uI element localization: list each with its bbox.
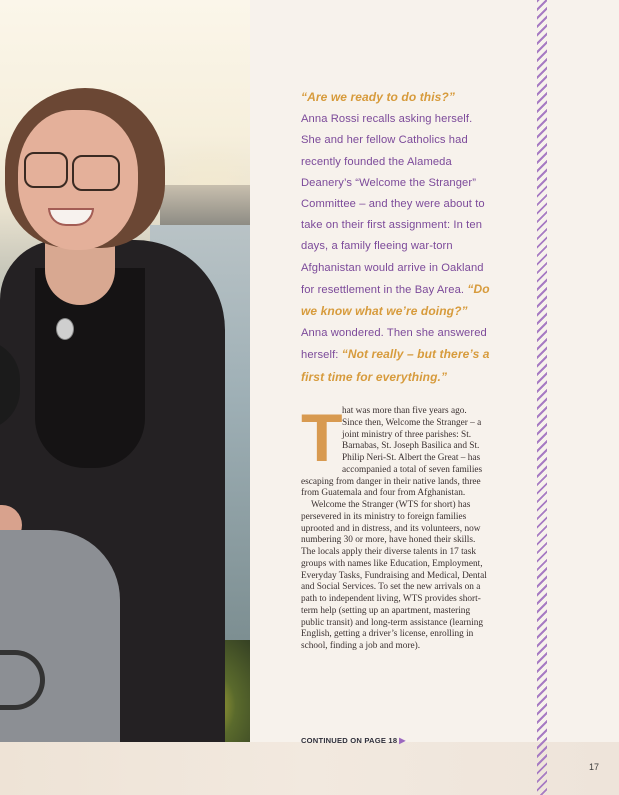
article-body <box>301 400 487 653</box>
man-shirt <box>0 530 120 745</box>
body-paragraph-1: hat was more than five years ago. Since then, Welcome the Stranger – a joint ministry of three parishes: St. Barnabas, St. Joseph Basilica and St. Philip Neri-St. Albert the Great – has accompanied a total of seven families escaping from danger in their native lands, three from Guatemala and four from Afghanistan. <box>301 406 483 499</box>
city-skyline <box>160 185 250 225</box>
intro-text-2: Anna wondered. Then she answered herself: <box>301 327 487 362</box>
photo-anna-rossi <box>0 0 250 745</box>
continue-arrow-icon: ▶ <box>399 736 406 745</box>
quote-ready: “Are we ready to do this?” <box>301 90 455 104</box>
glasses-right-lens <box>72 155 120 191</box>
quote-know: “Do we know what we’re doing?” <box>301 281 490 319</box>
glasses-left-lens <box>24 152 68 188</box>
bottom-blur-band <box>0 742 619 795</box>
pendant <box>56 318 74 340</box>
continued-label: CONTINUED ON PAGE 18 <box>301 736 398 745</box>
body-paragraph-2: Welcome the Stranger (WTS for short) has persevered in its ministry to foreign families uprooted and in distress, and its volunteers, now numbering 30 or more, have honed their skills. The locals apply their diverse talents in 17 task groups with names like Education, Employment, Everyday Tasks, Fundraising and Medical, Dental and Social Services. To set the new arrivals on a path to independent living, WTS provides short-term help (setting up an apartment, mastering public transit) and long-term assistance (learning English, getting a driver’s license, enrolling in school, finding a job and more). <box>301 500 487 651</box>
decorative-stripe <box>537 0 547 795</box>
intro-text-1: Anna Rossi recalls asking herself. She and her fellow Catholics had recently founded the Alameda Deanery’s “Welcome the Stranger” Committee – and they were about to take on their first assignment: In ten days, a family fleeing war-torn Afghanistan would arrive in Oakland for resettlement in the Bay Area. <box>301 113 485 296</box>
quote-first-time: “Not really – but there’s a first time for everything.” <box>301 347 490 384</box>
page-number: 17 <box>589 762 600 772</box>
drop-cap: T <box>301 400 343 476</box>
continued-link[interactable] <box>301 736 406 745</box>
intro-paragraph <box>301 87 493 389</box>
